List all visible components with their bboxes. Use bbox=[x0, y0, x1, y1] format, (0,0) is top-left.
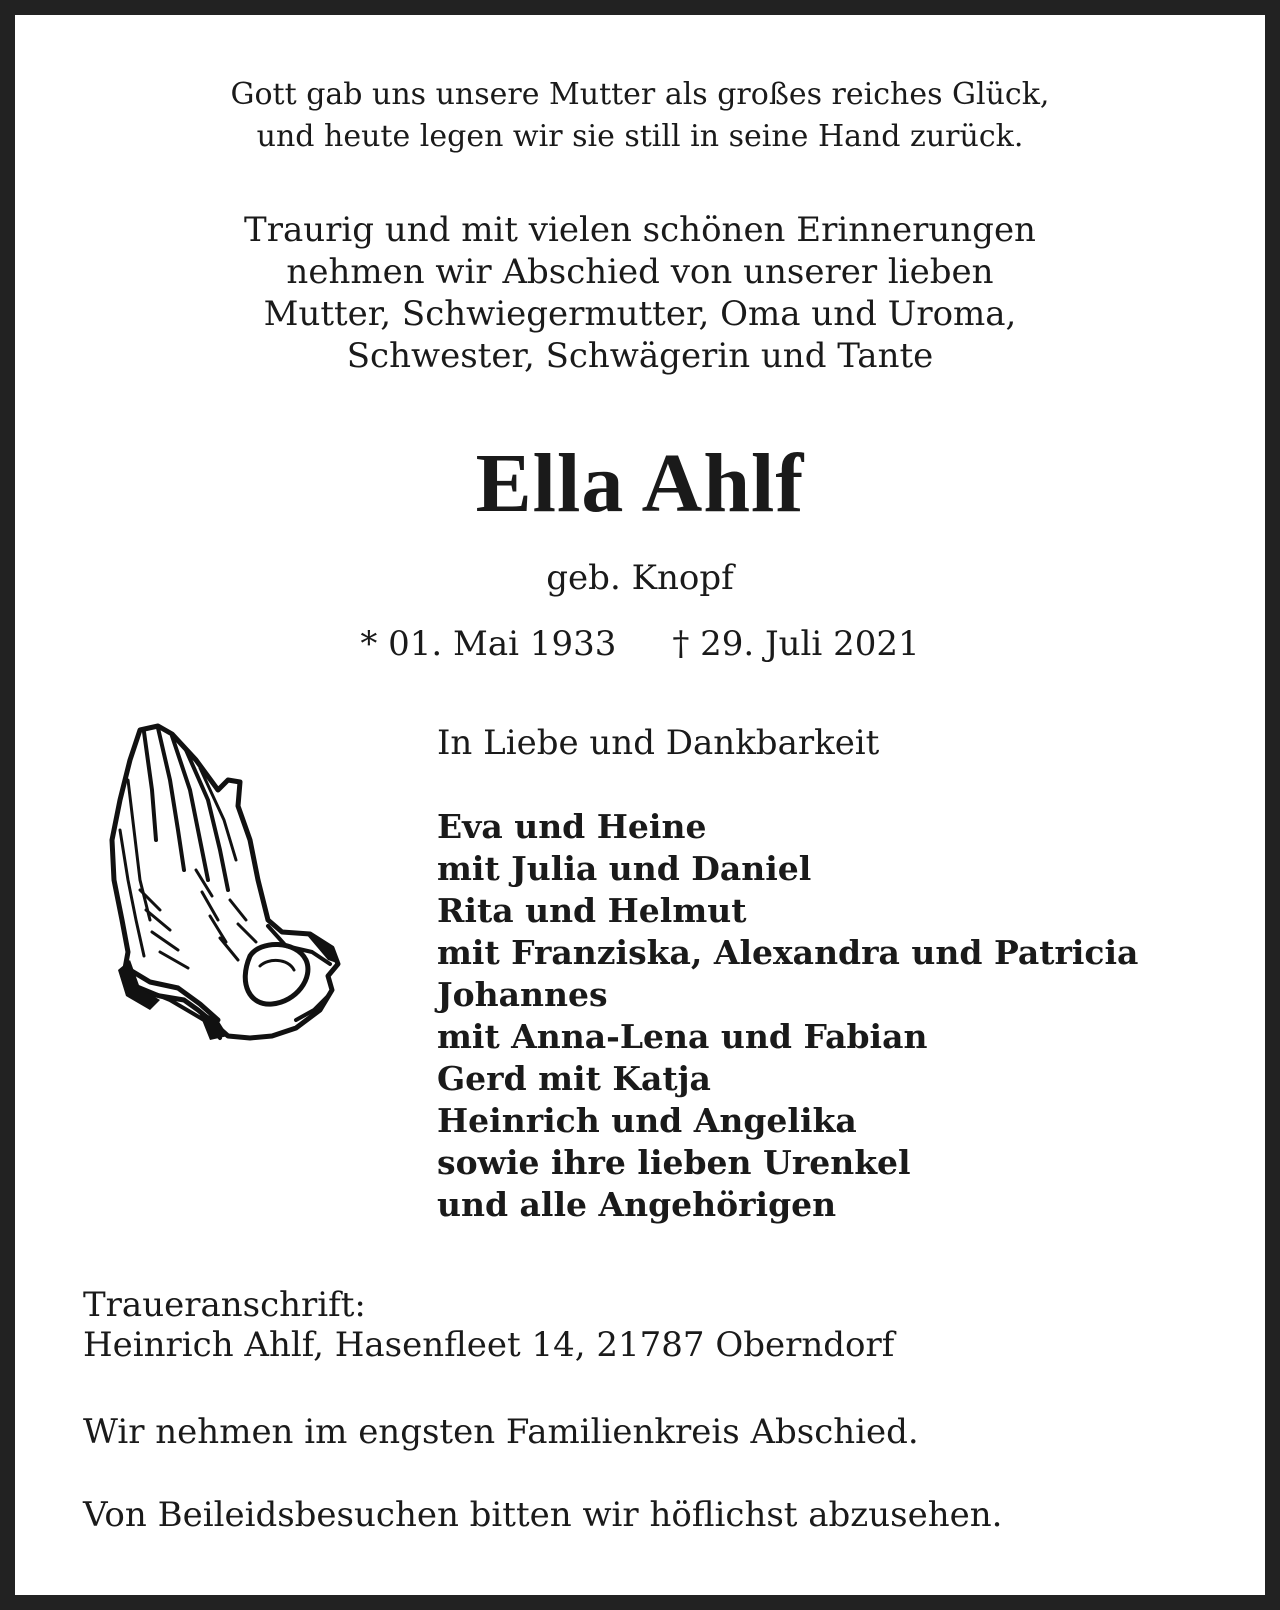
address-label: Traueranschrift: bbox=[83, 1285, 366, 1325]
list-item: Johannes bbox=[437, 975, 608, 1014]
praying-hands-icon bbox=[100, 720, 350, 1060]
intro-line: nehmen wir Abschied von unserer lieben bbox=[286, 252, 994, 292]
list-item: mit Franziska, Alexandra und Patricia bbox=[437, 933, 1139, 972]
list-item: Rita und Helmut bbox=[437, 891, 747, 930]
motto-line: und heute legen wir sie still in seine Hand zurück. bbox=[256, 119, 1024, 154]
farewell-note: Wir nehmen im engsten Familienkreis Abschied. bbox=[83, 1412, 919, 1452]
birth-date: * 01. Mai 1933 bbox=[360, 624, 617, 664]
condolence-note: Von Beileidsbesuchen bitten wir höflichst abzusehen. bbox=[83, 1495, 1003, 1535]
list-item: Heinrich und Angelika bbox=[437, 1101, 857, 1140]
intro-line: Traurig und mit vielen schönen Erinnerungen bbox=[244, 210, 1036, 250]
list-item: sowie ihre lieben Urenkel bbox=[437, 1143, 911, 1182]
intro-line: Schwester, Schwägerin und Tante bbox=[346, 336, 934, 376]
motto-verse bbox=[15, 74, 1265, 158]
list-item: und alle Angehörigen bbox=[437, 1185, 837, 1224]
list-item: mit Julia und Daniel bbox=[437, 849, 812, 888]
list-item: Eva und Heine bbox=[437, 807, 707, 846]
mourners-list bbox=[437, 806, 1138, 1226]
list-item: Gerd mit Katja bbox=[437, 1059, 711, 1098]
mourning-address bbox=[83, 1285, 894, 1365]
motto-line: Gott gab uns unsere Mutter als großes reiches Glück, bbox=[230, 77, 1050, 112]
intro-text bbox=[15, 209, 1265, 377]
death-date: † 29. Juli 2021 bbox=[672, 624, 920, 664]
life-dates bbox=[15, 622, 1265, 666]
intro-line: Mutter, Schwiegermutter, Oma und Uroma, bbox=[263, 294, 1017, 334]
address-value: Heinrich Ahlf, Hasenfleet 14, 21787 Oberndorf bbox=[83, 1325, 895, 1365]
maiden-name: geb. Knopf bbox=[546, 558, 734, 598]
deceased-name: Ella Ahlf bbox=[475, 437, 805, 530]
closing-line: In Liebe und Dankbarkeit bbox=[437, 723, 880, 763]
list-item: mit Anna-Lena und Fabian bbox=[437, 1017, 928, 1056]
